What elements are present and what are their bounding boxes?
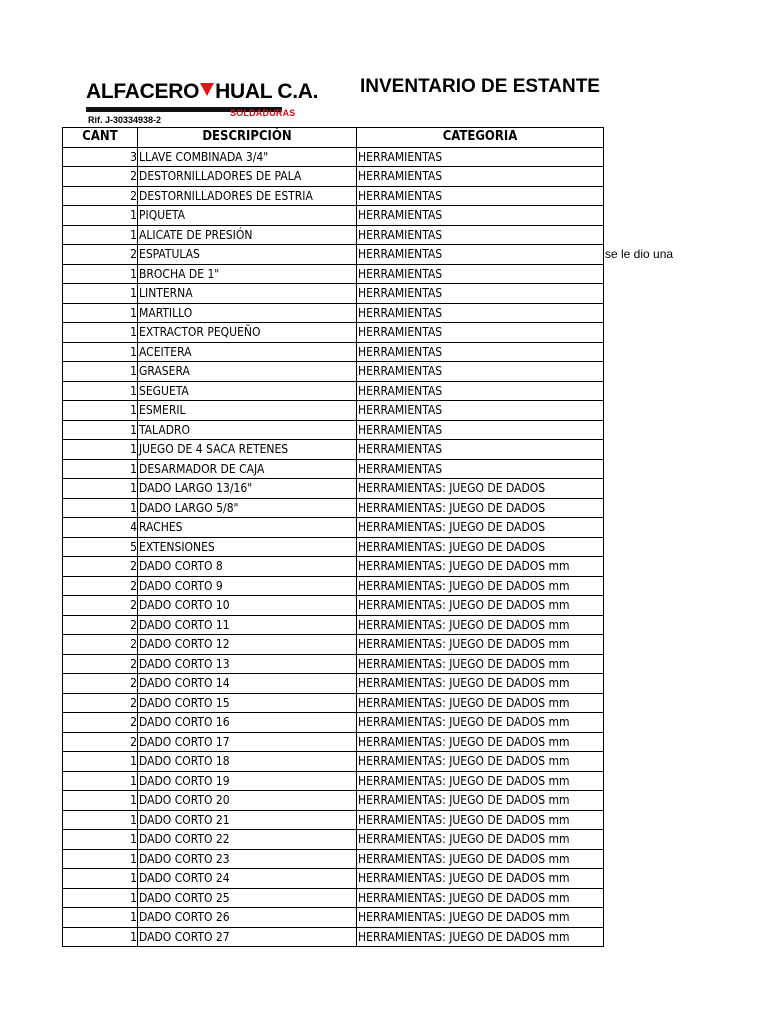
cant-cell: 2 [63,635,138,655]
cant-cell: 1 [63,888,138,908]
category-cell: HERRAMIENTAS [357,147,604,167]
logo-rif: Rif. J-30334938-2 [88,115,162,125]
logo-name-left: ALFACERO [86,80,200,103]
cant-cell: 1 [63,927,138,947]
cant-cell: 2 [63,186,138,206]
desc-cell: DADO CORTO 20 [138,791,357,811]
desc-cell: DADO CORTO 15 [138,693,357,713]
desc-cell: EXTENSIONES [138,537,357,557]
cant-cell: 1 [63,771,138,791]
category-cell: HERRAMIENTAS [357,459,604,479]
desc-cell: ESMERIL [138,401,357,421]
category-cell: HERRAMIENTAS: JUEGO DE DADOS mm [357,888,604,908]
table-row [63,303,604,323]
desc-cell: DADO CORTO 12 [138,635,357,655]
table-row [63,732,604,752]
inventory-table [62,127,604,947]
category-cell: HERRAMIENTAS: JUEGO DE DADOS mm [357,674,604,694]
header-cant: CANT [63,128,138,148]
table-row [63,342,604,362]
desc-cell: DESARMADOR DE CAJA [138,459,357,479]
category-cell: HERRAMIENTAS: JUEGO DE DADOS [357,537,604,557]
cant-cell: 1 [63,459,138,479]
table-row [63,245,604,265]
cant-cell: 1 [63,908,138,928]
desc-cell: MARTILLO [138,303,357,323]
category-cell: HERRAMIENTAS: JUEGO DE DADOS [357,479,604,499]
desc-cell: DADO CORTO 8 [138,557,357,577]
category-cell: HERRAMIENTAS: JUEGO DE DADOS mm [357,615,604,635]
category-cell: HERRAMIENTAS: JUEGO DE DADOS mm [357,693,604,713]
desc-cell: DADO CORTO 14 [138,674,357,694]
desc-cell: DADO CORTO 19 [138,771,357,791]
table-row [63,713,604,733]
table-row [63,752,604,772]
category-cell: HERRAMIENTAS [357,225,604,245]
cant-cell: 1 [63,849,138,869]
cant-cell: 2 [63,732,138,752]
category-cell: HERRAMIENTAS [357,206,604,226]
desc-cell: ESPATULAS [138,245,357,265]
header-categoria: CATEGORIA [357,128,604,148]
table-row [63,401,604,421]
table-row [63,596,604,616]
category-cell: HERRAMIENTAS: JUEGO DE DADOS mm [357,557,604,577]
cant-cell: 1 [63,401,138,421]
category-cell: HERRAMIENTAS: JUEGO DE DADOS [357,518,604,538]
desc-cell: DADO LARGO 13/16" [138,479,357,499]
logo-subtitle: SOLDADURAS [230,108,296,118]
cant-cell: 1 [63,791,138,811]
table-row [63,206,604,226]
desc-cell: DESTORNILLADORES DE ESTRIA [138,186,357,206]
desc-cell: DADO CORTO 27 [138,927,357,947]
desc-cell: DADO CORTO 13 [138,654,357,674]
desc-cell: DADO CORTO 17 [138,732,357,752]
category-cell: HERRAMIENTAS: JUEGO DE DADOS mm [357,927,604,947]
desc-cell: DADO CORTO 23 [138,849,357,869]
desc-cell: EXTRACTOR PEQUEÑO [138,323,357,343]
table-row [63,537,604,557]
table-row [63,869,604,889]
category-cell: HERRAMIENTAS [357,264,604,284]
category-cell: HERRAMIENTAS: JUEGO DE DADOS mm [357,830,604,850]
table-row [63,420,604,440]
desc-cell: DESTORNILLADORES DE PALA [138,167,357,187]
category-cell: HERRAMIENTAS [357,284,604,304]
cant-cell: 1 [63,810,138,830]
table-row [63,518,604,538]
cant-cell: 2 [63,693,138,713]
table-row [63,908,604,928]
logo-name-right: HUAL C.A. [215,80,319,103]
category-cell: HERRAMIENTAS [357,186,604,206]
desc-cell: DADO CORTO 11 [138,615,357,635]
category-cell: HERRAMIENTAS [357,323,604,343]
cant-cell: 1 [63,498,138,518]
category-cell: HERRAMIENTAS: JUEGO DE DADOS mm [357,908,604,928]
table-row [63,654,604,674]
desc-cell: DADO CORTO 16 [138,713,357,733]
category-cell: HERRAMIENTAS: JUEGO DE DADOS mm [357,869,604,889]
desc-cell: PIQUETA [138,206,357,226]
desc-cell: DADO LARGO 5/8" [138,498,357,518]
table-row [63,440,604,460]
header-descripcion: DESCRIPCIÓN [138,128,357,148]
cant-cell: 2 [63,557,138,577]
cant-cell: 2 [63,596,138,616]
table-row [63,615,604,635]
desc-cell: DADO CORTO 22 [138,830,357,850]
table-row [63,284,604,304]
cant-cell: 2 [63,654,138,674]
table-row [63,888,604,908]
page-title: INVENTARIO DE ESTANTE [360,76,600,97]
desc-cell: ACEITERA [138,342,357,362]
cant-cell: 1 [63,420,138,440]
cant-cell: 1 [63,830,138,850]
logo-name [86,80,318,104]
company-logo [86,80,319,128]
cant-cell: 3 [63,147,138,167]
table-row [63,381,604,401]
table-row [63,693,604,713]
table-row [63,479,604,499]
table-row [63,810,604,830]
category-cell: HERRAMIENTAS: JUEGO DE DADOS mm [357,732,604,752]
cant-cell: 1 [63,342,138,362]
table-row [63,225,604,245]
cant-cell: 2 [63,576,138,596]
desc-cell: SEGUETA [138,381,357,401]
category-cell: HERRAMIENTAS: JUEGO DE DADOS [357,498,604,518]
cant-cell: 1 [63,303,138,323]
desc-cell: DADO CORTO 10 [138,596,357,616]
cant-cell: 2 [63,167,138,187]
cant-cell: 1 [63,362,138,382]
category-cell: HERRAMIENTAS: JUEGO DE DADOS mm [357,810,604,830]
table-row [63,771,604,791]
table-row [63,186,604,206]
table-row [63,791,604,811]
category-cell: HERRAMIENTAS [357,440,604,460]
cant-cell: 4 [63,518,138,538]
cant-cell: 1 [63,479,138,499]
category-cell: HERRAMIENTAS: JUEGO DE DADOS mm [357,752,604,772]
side-note: se le dio una [605,247,674,261]
category-cell: HERRAMIENTAS: JUEGO DE DADOS mm [357,596,604,616]
table-row [63,167,604,187]
desc-cell: LINTERNA [138,284,357,304]
category-cell: HERRAMIENTAS [357,303,604,323]
table-row [63,362,604,382]
table-row [63,323,604,343]
cant-cell: 1 [63,381,138,401]
table-body [63,147,604,947]
category-cell: HERRAMIENTAS [357,342,604,362]
desc-cell: DADO CORTO 24 [138,869,357,889]
cant-cell: 1 [63,284,138,304]
category-cell: HERRAMIENTAS [357,381,604,401]
desc-cell: DADO CORTO 21 [138,810,357,830]
logo-triangle-icon [200,83,214,96]
table-row [63,674,604,694]
category-cell: HERRAMIENTAS [357,362,604,382]
category-cell: HERRAMIENTAS: JUEGO DE DADOS mm [357,576,604,596]
category-cell: HERRAMIENTAS [357,245,604,265]
table-row [63,927,604,947]
category-cell: HERRAMIENTAS: JUEGO DE DADOS mm [357,635,604,655]
cant-cell: 2 [63,713,138,733]
cant-cell: 2 [63,674,138,694]
cant-cell: 1 [63,264,138,284]
category-cell: HERRAMIENTAS [357,401,604,421]
category-cell: HERRAMIENTAS: JUEGO DE DADOS mm [357,849,604,869]
desc-cell: RACHES [138,518,357,538]
desc-cell: LLAVE COMBINADA 3/4" [138,147,357,167]
desc-cell: DADO CORTO 25 [138,888,357,908]
category-cell: HERRAMIENTAS: JUEGO DE DADOS mm [357,791,604,811]
table-row [63,576,604,596]
category-cell: HERRAMIENTAS: JUEGO DE DADOS mm [357,713,604,733]
table-row [63,635,604,655]
table-row [63,557,604,577]
cant-cell: 1 [63,752,138,772]
cant-cell: 1 [63,206,138,226]
category-cell: HERRAMIENTAS: JUEGO DE DADOS mm [357,771,604,791]
table-row [63,459,604,479]
table-row [63,264,604,284]
desc-cell: TALADRO [138,420,357,440]
table-row [63,830,604,850]
desc-cell: DADO CORTO 18 [138,752,357,772]
cant-cell: 1 [63,225,138,245]
cant-cell: 1 [63,323,138,343]
category-cell: HERRAMIENTAS [357,167,604,187]
table-row [63,498,604,518]
desc-cell: DADO CORTO 26 [138,908,357,928]
table-row [63,147,604,167]
desc-cell: DADO CORTO 9 [138,576,357,596]
cant-cell: 1 [63,440,138,460]
cant-cell: 2 [63,245,138,265]
category-cell: HERRAMIENTAS: JUEGO DE DADOS mm [357,654,604,674]
cant-cell: 5 [63,537,138,557]
desc-cell: GRASERA [138,362,357,382]
cant-cell: 2 [63,615,138,635]
desc-cell: BROCHA DE 1" [138,264,357,284]
desc-cell: JUEGO DE 4 SACA RETENES [138,440,357,460]
cant-cell: 1 [63,869,138,889]
category-cell: HERRAMIENTAS [357,420,604,440]
table-row [63,849,604,869]
table-header-row [63,128,604,148]
desc-cell: ALICATE DE PRESIÓN [138,225,357,245]
